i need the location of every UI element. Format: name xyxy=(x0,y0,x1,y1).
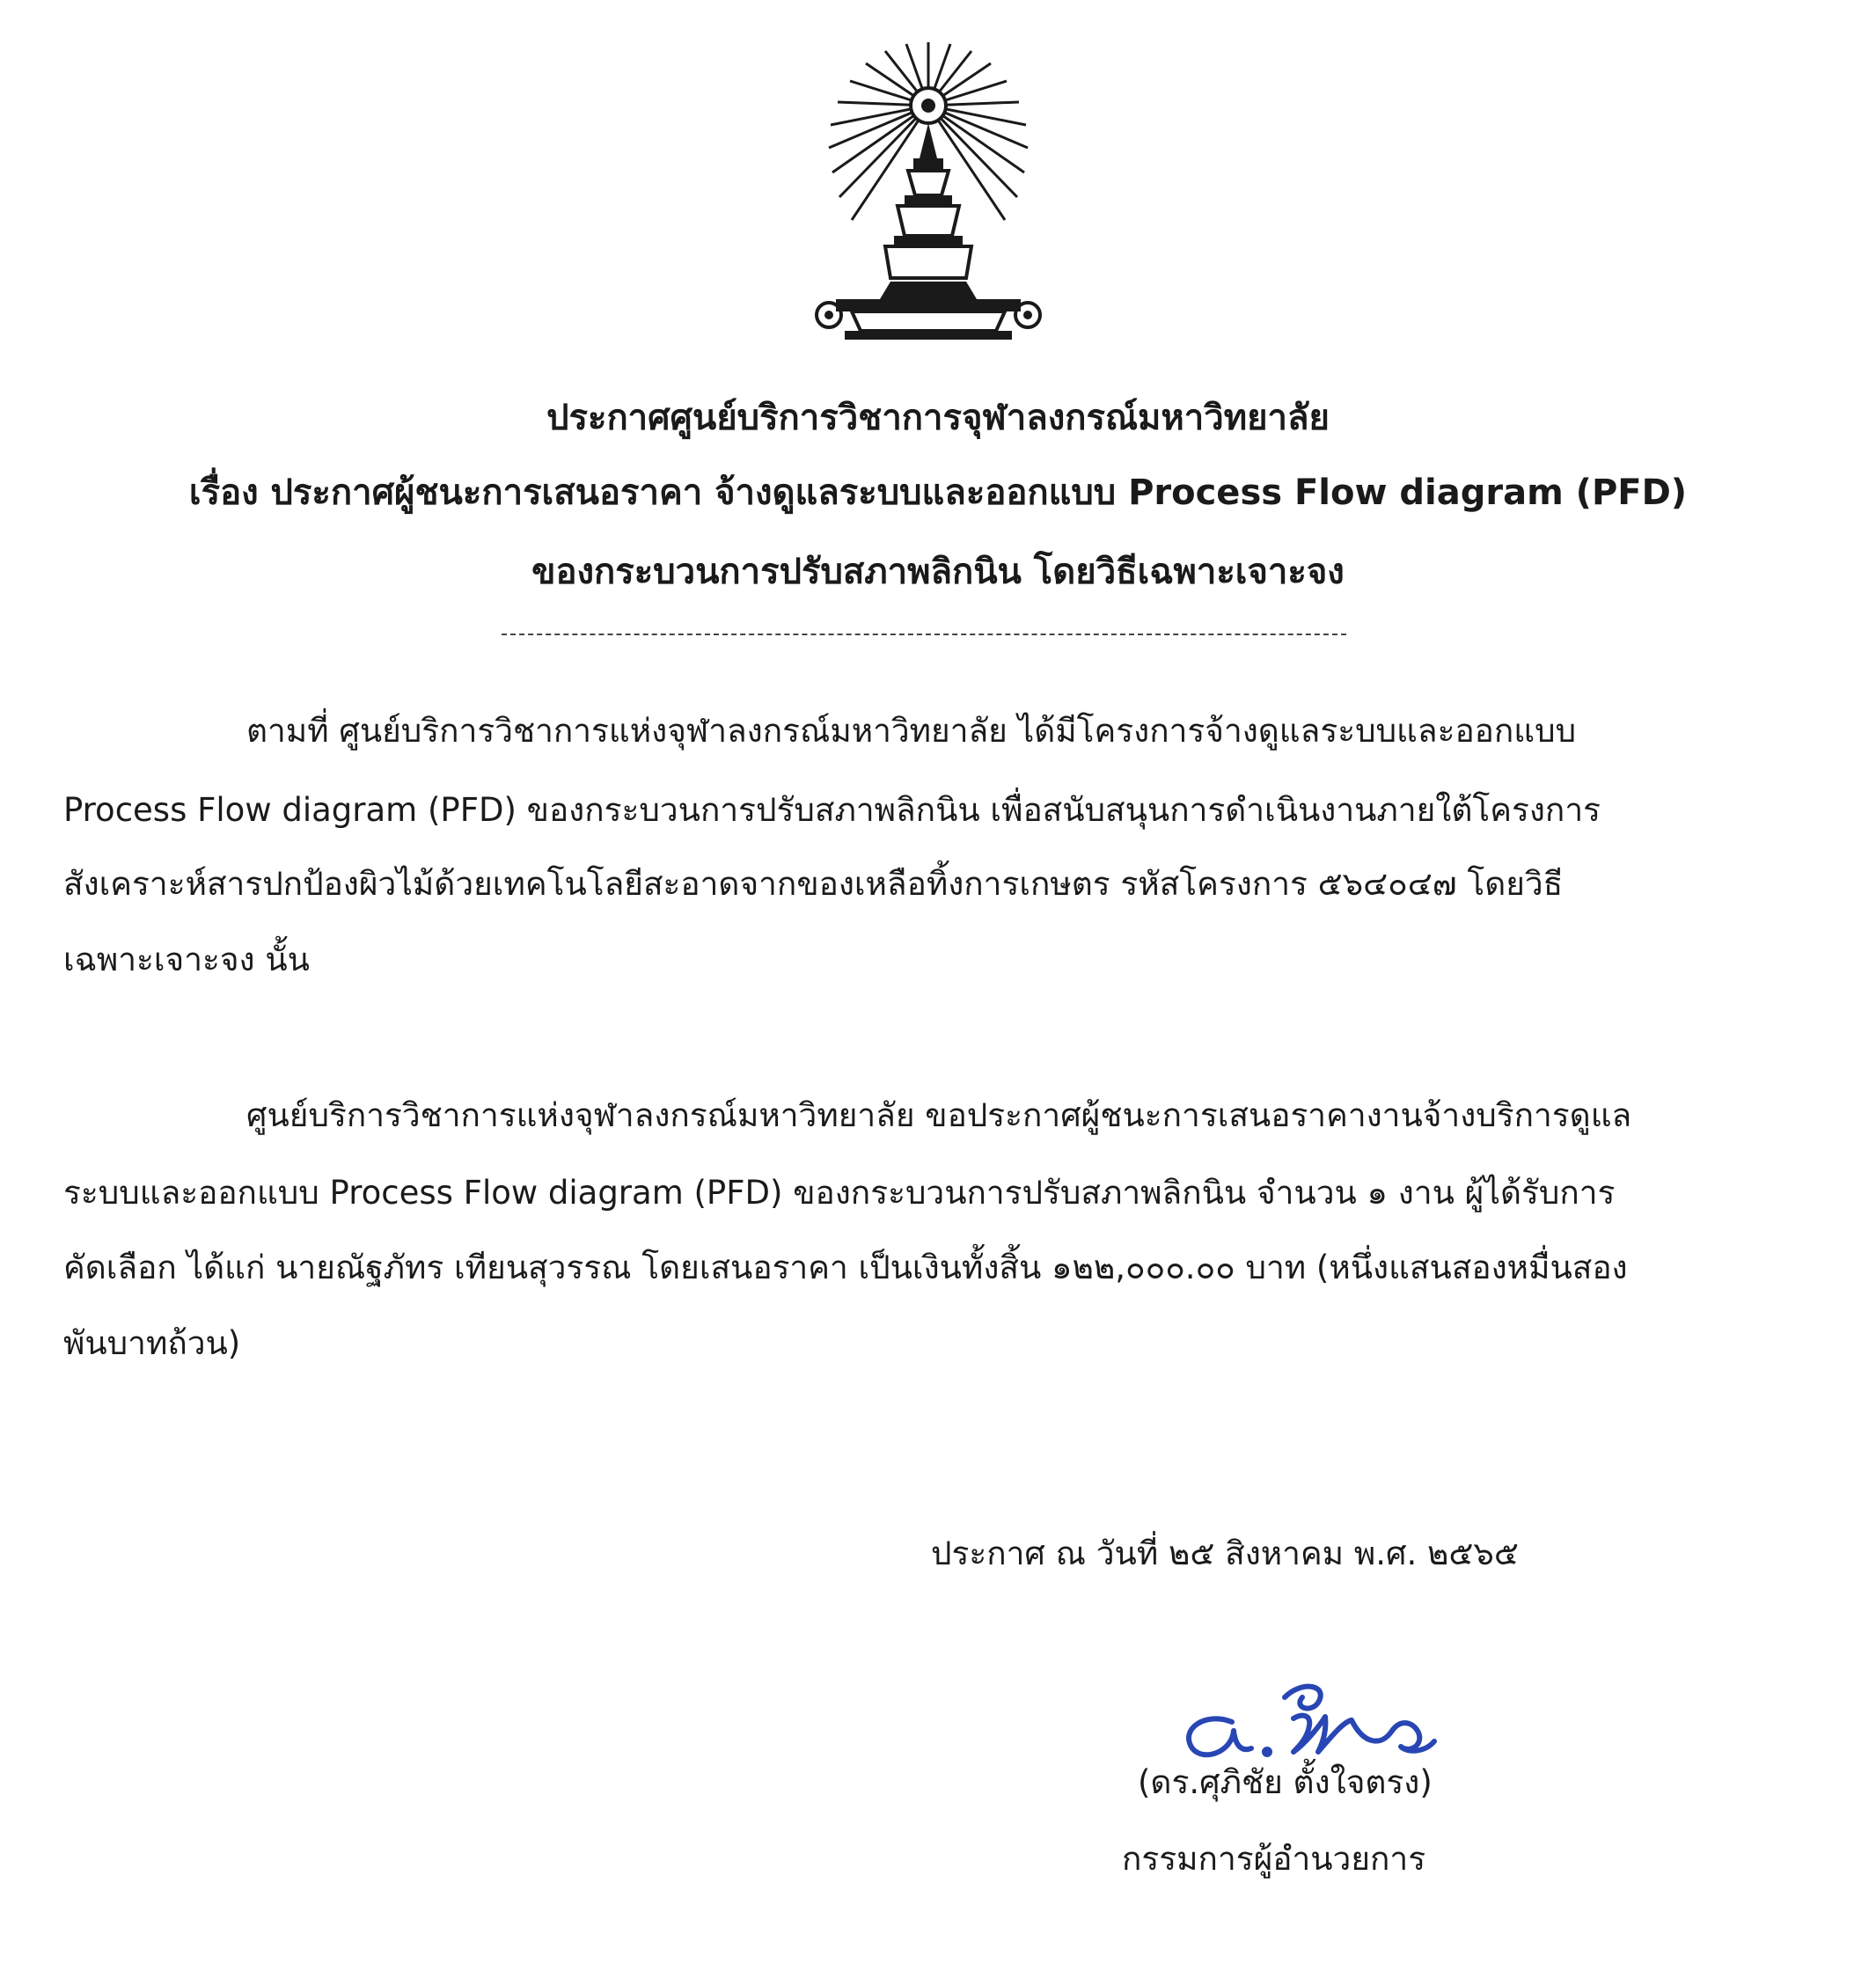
announcement-title: ประกาศศูนย์บริการวิชาการจุฬาลงกรณ์มหาวิทยาลัย xyxy=(546,398,1330,438)
handwritten-signature xyxy=(1170,1667,1452,1764)
paragraph1-line: เฉพาะเจาะจง นั้น xyxy=(63,941,310,978)
announcement-subject-continued: ของกระบวนการปรับสภาพลิกนิน โดยวิธีเฉพาะเจาะจง xyxy=(531,552,1345,592)
signer-position: กรรมการผู้อำนวยการ xyxy=(1122,1840,1426,1878)
paragraph2-line: คัดเลือก ได้แก่ นายณัฐภัทร เทียนสุวรรณ โดยเสนอราคา เป็นเงินทั้งสิ้น ๑๒๒,๐๐๐.๐๐ บาท (หนึ่งแสนสองหมื่นสอง xyxy=(63,1249,1628,1286)
separator-line xyxy=(502,634,1346,635)
paragraph1-line: สังเคราะห์สารปกป้องผิวไม้ด้วยเทคโนโลยีสะอาดจากของเหลือทิ้งการเกษตร รหัสโครงการ ๕๖๔๐๔๗ โดยวิธี xyxy=(63,865,1564,903)
paragraph2-line: ระบบและออกแบบ Process Flow diagram (PFD) ของกระบวนการปรับสภาพลิกนิน จำนวน ๑ งาน ผู้ได้รับการ xyxy=(63,1174,1616,1212)
paragraph1-line: Process Flow diagram (PFD) ของกระบวนการปรับสภาพลิกนิน เพื่อสนับสนุนการดำเนินงานภายใต้โครงการ xyxy=(63,791,1601,829)
signer-name: (ดร.ศุภิชัย ตั้งใจตรง) xyxy=(1138,1763,1433,1801)
paragraph2-line: พันบาทถ้วน) xyxy=(63,1324,241,1362)
announcement-subject: เรื่อง ประกาศผู้ชนะการเสนอราคา จ้างดูแลระบบและออกแบบ Process Flow diagram (PFD) xyxy=(188,473,1688,513)
paragraph2-line: ศูนย์บริการวิชาการแห่งจุฬาลงกรณ์มหาวิทยาลัย ขอประกาศผู้ชนะการเสนอราคางานจ้างบริการดูแล xyxy=(246,1096,1632,1134)
announcement-date: ประกาศ ณ วันที่ ๒๕ สิงหาคม พ.ศ. ๒๕๖๕ xyxy=(931,1535,1519,1572)
phra-kiao-emblem-icon xyxy=(810,35,1047,352)
paragraph1-line: ตามที่ ศูนย์บริการวิชาการแห่งจุฬาลงกรณ์มหาวิทยาลัย ได้มีโครงการจ้างดูแลระบบและออกแบบ xyxy=(246,712,1577,750)
